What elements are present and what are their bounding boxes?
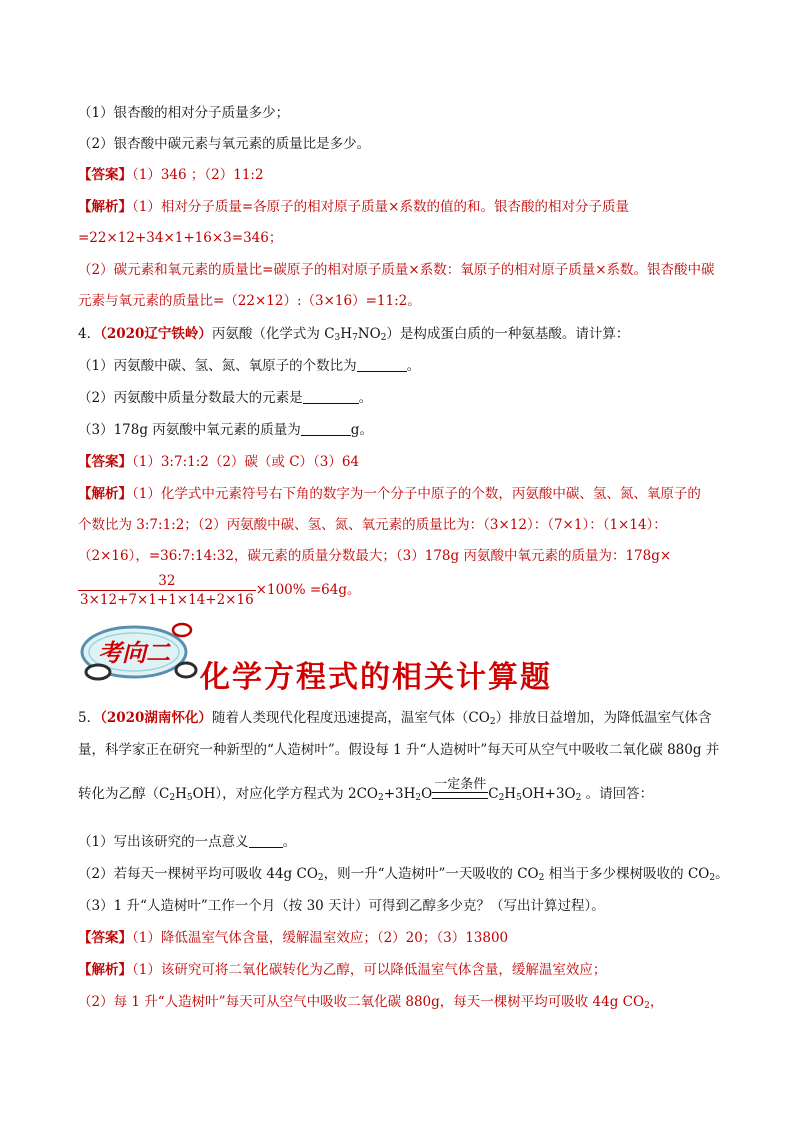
fraction-numerator: 32 — [78, 572, 256, 591]
fraction — [78, 572, 256, 609]
q5-analysis-line-2: （2）每 1 升“人造树叶”每天可从空气中吸收二氧化碳 880g，每天一棵树平均可吸收 44g $CO_2$， — [78, 994, 664, 1011]
reaction-condition: 一定条件 — [432, 778, 488, 799]
q5-blank-1[interactable] — [249, 833, 283, 848]
q3-analysis-line-3: （2）碳元素和氧元素的质量比=碳原子的相对原子质量×系数：氧原子的相对原子质量×系数。银杏酸中碳 — [78, 262, 715, 278]
q5-stem-line-1: 5．（2020湖南怀化）随着人类现代化程度迅速提高，温室气体$(CO_2)$排放日益增加，为降低温室气体含 — [78, 710, 712, 727]
q4-part-1: （1）丙氨酸中碳、氢、氮、氧原子的个数比为 。 — [78, 358, 421, 374]
section-badge-icon — [74, 616, 214, 690]
q5-analysis-line-1: 【解析】（1）该研究可将二氧化碳转化为乙醇，可以降低温室气体含量，缓解温室效应； — [78, 962, 607, 978]
q5-part-2: （2）若每天一棵树平均可吸收 44g $CO_2$，则一升“人造树叶”一天吸收的 $CO_2$ 相当于多少棵树吸收的 $CO_2$。 — [78, 866, 729, 883]
q4-blank-1[interactable] — [357, 357, 407, 372]
q4-analysis-line-2: 个数比为 3:7:1:2；（2）丙氨酸中碳、氢、氮、氧元素的质量比为：（3×12）：（7×1）：（1×14）： — [78, 517, 667, 533]
q5-stem-line-2: 量，科学家正在研究一种新型的“人造树叶”。假设每 1 升“人造树叶”每天可从空气中吸收二氧化碳 880g 并 — [78, 742, 720, 758]
q5-equation-line: 转化为乙醇$(C_2H_5OH)$，对应化学方程式为 $2CO_2+3H_2O$ 一定条件 $C_2H_5OH+3O_2$ 。请回答： — [78, 777, 654, 803]
section-title: 化学方程式的相关计算题 — [200, 660, 552, 695]
q5-part-3: （3）1 升“人造树叶”工作一个月（按 30 天计）可得到乙醇多少克？（写出计算过程）。 — [78, 898, 605, 914]
q4-analysis-line-1: 【解析】（1）化学式中元素符号右下角的数字为一个分子中原子的个数，丙氨酸中碳、氢、氮、氧原子的 — [78, 486, 701, 502]
q4-part-2: （2）丙氨酸中质量分数最大的元素是 。 — [78, 390, 373, 406]
q3-part-1: （1）银杏酸的相对分子质量多少； — [78, 105, 290, 121]
q3-answer: 【答案】（1）346 ；（2）11:2 — [78, 167, 264, 183]
q5-answer: 【答案】（1）降低温室气体含量，缓解温室效应；（2）20；（3）13800 — [78, 930, 509, 946]
q3-analysis-line-2: =22×12+34×1+16×3=346； — [78, 230, 283, 246]
q4-answer: 【答案】（1）3:7:1:2（2）碳（或 C）（3）64 — [78, 454, 360, 470]
badge-text: 考向二 — [98, 639, 170, 667]
q3-analysis-line-4: 元素与氧元素的质量比=（22×12）:（3×16）=11:2。 — [78, 293, 421, 309]
q3-analysis-line-1: 【解析】（1）相对分子质量=各原子的相对原子质量×系数的值的和。银杏酸的相对分子质量 — [78, 199, 629, 215]
q3-part-2: （2）银杏酸中碳元素与氧元素的质量比是多少。 — [78, 136, 371, 152]
q4-analysis-line-3: （2×16），=36:7:14:32，碳元素的质量分数最大；（3）178g 丙氨酸中氧元素的质量为：178g× — [78, 548, 672, 564]
q4-fraction-line: $\frac{32}{3\times 12+7\times 1+1\times 14+2\times 16}$ ×100% =64g。 — [80, 573, 361, 608]
q4-blank-3[interactable] — [301, 421, 351, 436]
fraction-denominator: 3×12+7×1+1×14+2×16 — [80, 592, 254, 608]
q4-part-3: （3）178g 丙氨酸中氧元素的质量为 g。 — [78, 422, 373, 438]
q4-blank-2[interactable] — [303, 389, 359, 404]
q5-part-1: （1）写出该研究的一点意义 。 — [78, 834, 297, 850]
q4-stem: 4．（2020辽宁铁岭）丙氨酸（化学式为 $C_3H_7NO_2$）是构成蛋白质的一种氨基酸。请计算： — [78, 326, 630, 343]
